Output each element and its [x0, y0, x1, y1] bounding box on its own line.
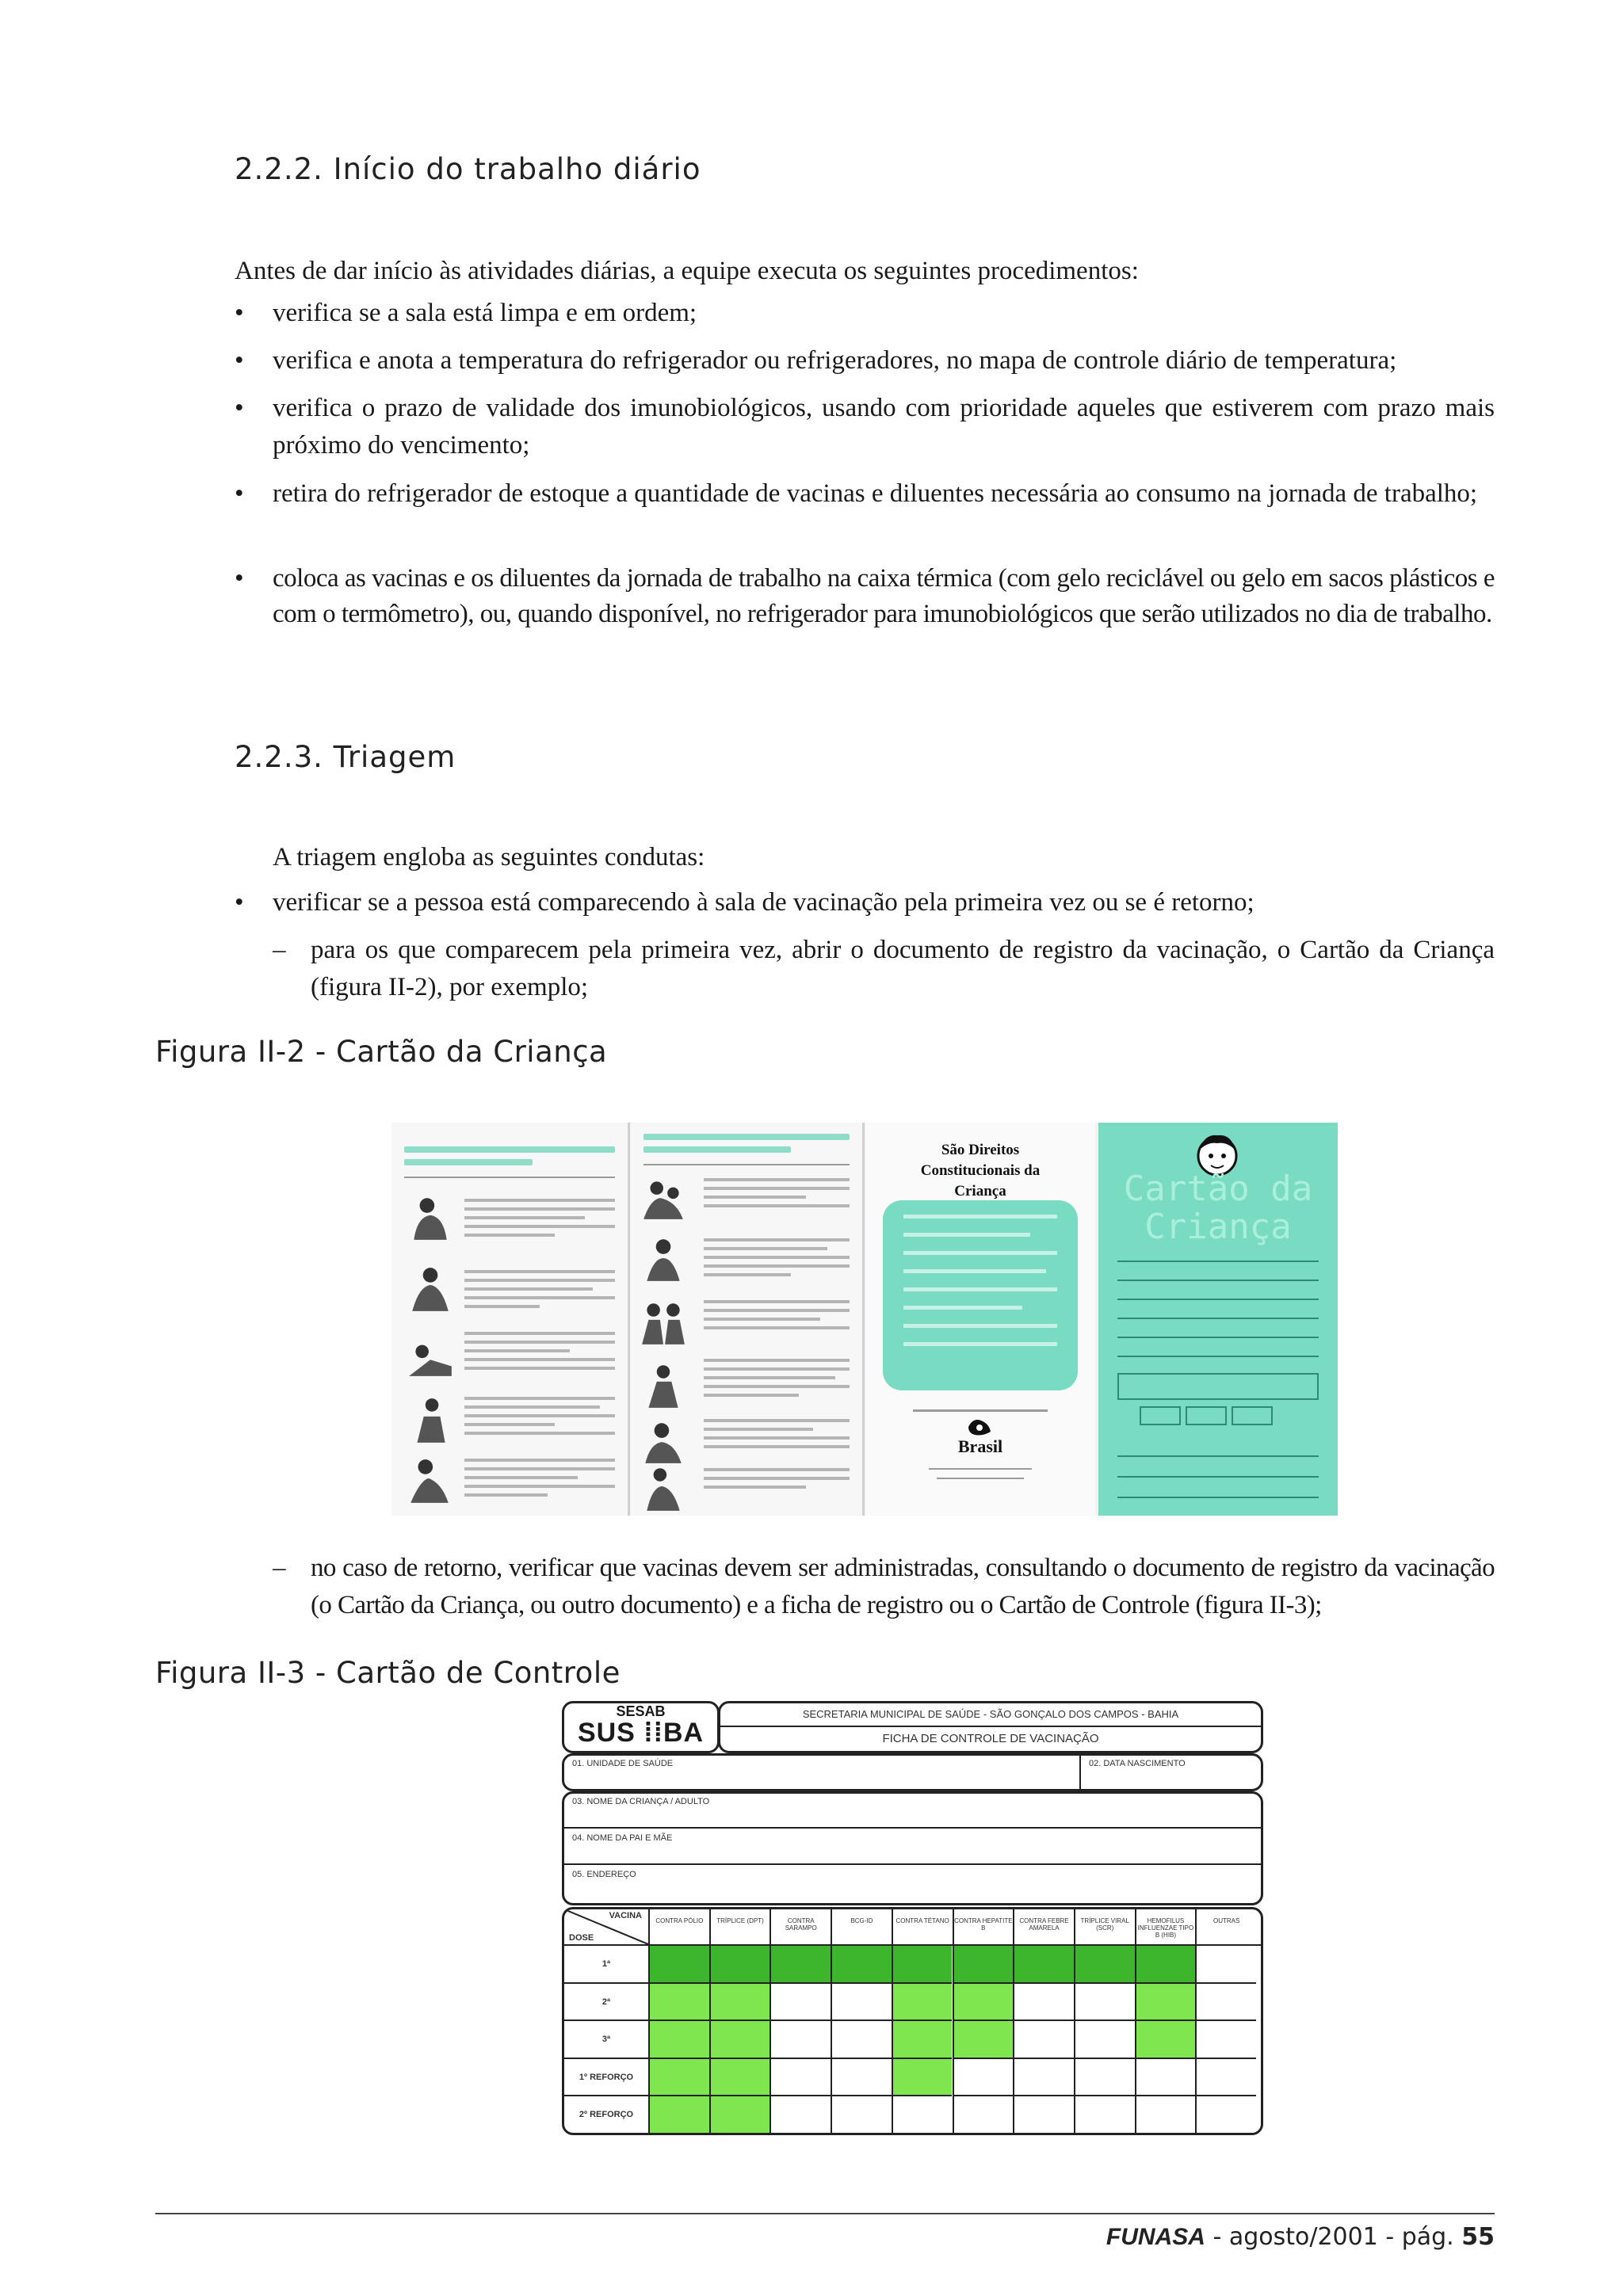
grid-cell [1135, 2095, 1196, 2133]
form-box [1232, 1406, 1273, 1425]
row-label: 3ª [564, 2019, 648, 2058]
form-field-line [1117, 1299, 1319, 1300]
text-lines [704, 1178, 850, 1213]
footer-divider [155, 2213, 1495, 2214]
column-header: CONTRA PÓLIO [648, 1909, 709, 1944]
form-field-line [1117, 1497, 1319, 1498]
grid-cell [709, 1944, 770, 1982]
grid-cell [769, 2058, 831, 2096]
grid-cell [953, 1982, 1014, 2020]
rights-box [883, 1200, 1078, 1390]
grid-cell [1013, 2095, 1074, 2133]
header-line-2: FICHA DE CONTROLE DE VACINAÇÃO [882, 1732, 1099, 1745]
grid-cell [831, 2095, 892, 2133]
column-header: CONTRA FEBRE AMARELA [1013, 1909, 1074, 1944]
grid-cell [1013, 1944, 1074, 1982]
grid-cell [1195, 2019, 1256, 2058]
grid-cell [648, 1982, 709, 2020]
list-item: • verifica e anota a temperatura do refrigerador ou refrigeradores, no mapa de controle diário de temperatura; [235, 346, 1397, 375]
figure-cartao-de-controle [555, 1701, 1261, 2137]
grid-cell [953, 2095, 1014, 2133]
grid-corner [564, 1909, 648, 1944]
logo-main-text: SUS ⁞⁞BA [577, 1718, 705, 1748]
intro-paragraph: Antes de dar início às atividades diárias, a equipe executa os seguintes procedimentos: [235, 257, 1139, 285]
grid-cell [1195, 2095, 1256, 2133]
text-lines [464, 1332, 615, 1375]
grid-cell [1074, 1982, 1135, 2020]
divider [564, 1863, 1261, 1865]
field-group [562, 1791, 1263, 1905]
figure-title: Figura II-3 - Cartão de Controle [155, 1656, 621, 1690]
header-line-1: SECRETARIA MUNICIPAL DE SAÚDE - SÃO GONÇALO DOS CAMPOS - BAHIA [802, 1708, 1179, 1720]
column-header: BCG-ID [831, 1909, 892, 1944]
field-label: 03. NOME DA CRIANÇA / ADULTO [572, 1797, 710, 1806]
text-lines [464, 1397, 615, 1440]
panel-title: São Direitos Constitucionais da Criança [920, 1142, 1041, 1199]
list-item: • verificar se a pessoa está comparecendo à sala de vacinação pela primeira vez ou se é retorno; [235, 888, 1254, 917]
text-lines [704, 1238, 850, 1282]
field-label: 05. ENDEREÇO [572, 1870, 636, 1879]
divider [720, 1726, 1261, 1727]
list-item: • verifica o prazo de validade dos imunobiológicos, usando com prioridade aqueles que estiverem com prazo mais próximo do vencimento; [235, 394, 1495, 460]
grid-cell [831, 2058, 892, 2096]
row-label: 2º REFORÇO [564, 2095, 648, 2133]
column-header: HEMOFILUS INFLUENZAE TIPO B (HIB) [1135, 1909, 1196, 1944]
column-header: CONTRA SARAMPO [769, 1909, 831, 1944]
card-panel-4 [1098, 1123, 1338, 1516]
child-illustration-icon [639, 1360, 688, 1409]
row-label: 1º REFORÇO [564, 2058, 648, 2096]
grid-cell [1074, 2019, 1135, 2058]
form-field-line [1117, 1476, 1319, 1478]
grid-cell [831, 1982, 892, 2020]
grid-cell [769, 1944, 831, 1982]
grid-cell [953, 2019, 1014, 2058]
dash-item: – para os que comparecem pela primeira vez, abrir o documento de registro da vacinação, o Cartão da Criança (figura II-2), por exemplo; [273, 936, 1495, 1001]
grid-cell [1074, 2095, 1135, 2133]
grid-cell [648, 2019, 709, 2058]
column-header: CONTRA TÉTANO [892, 1909, 953, 1944]
panel-header [643, 1134, 850, 1140]
section-heading-2-2-2: 2.2.2. Início do trabalho diário [235, 152, 701, 186]
form-field-line [1117, 1337, 1319, 1338]
text-lines [464, 1199, 615, 1242]
vacina-label: VACINA [609, 1911, 642, 1920]
child-illustration-icon [639, 1416, 688, 1465]
grid-cell [769, 1982, 831, 2020]
page-footer [1106, 2223, 1495, 2251]
footer-brand: FUNASA [1106, 2224, 1205, 2250]
form-box [1186, 1406, 1227, 1425]
grid-cell [953, 2058, 1014, 2096]
grid-cell [1195, 1944, 1256, 1982]
field-row [562, 1753, 1263, 1791]
child-illustration-icon [406, 1455, 455, 1505]
dose-label: DOSE [569, 1933, 594, 1943]
dash-item: – no caso de retorno, verificar que vacinas devem ser administradas, consultando o documento de registro da vacinação (o Cartão da Criança, ou outro documento) e a ficha de registro ou o Cartão de Controle (figura II-3); [273, 1554, 1495, 1619]
figure-title: Figura II-2 - Cartão da Criança [155, 1035, 608, 1069]
child-illustration-icon [406, 1330, 455, 1379]
grid-cell [953, 1944, 1014, 1982]
column-header: CONTRA HEPATITE B [953, 1909, 1014, 1944]
divider [929, 1468, 1032, 1470]
divider [913, 1409, 1048, 1412]
row-label: 2ª [564, 1982, 648, 2020]
field-label: 02. DATA NASCIMENTO [1089, 1759, 1186, 1768]
panel-header [643, 1146, 791, 1153]
footer-date: - agosto/2001 - pág. [1205, 2223, 1462, 2251]
divider [643, 1164, 850, 1165]
text-lines [704, 1419, 850, 1454]
grid-cell [892, 2095, 953, 2133]
grid-cell [1135, 2019, 1196, 2058]
column-header: TRÍPLICE VIRAL (SCR) [1074, 1909, 1135, 1944]
list-item: • verifica se a sala está limpa e em ordem; [235, 299, 697, 327]
form-field-line [1117, 1356, 1319, 1357]
column-header: TRÍPLICE (DPT) [709, 1909, 770, 1944]
grid-cell [892, 1982, 953, 2020]
grid-cell [892, 1944, 953, 1982]
grid-cell [1195, 2058, 1256, 2096]
intro-paragraph: A triagem engloba as seguintes condutas: [273, 843, 705, 871]
grid-cell [1074, 2058, 1135, 2096]
grid-cell [648, 1944, 709, 1982]
list-item: • coloca as vacinas e os diluentes da jornada de trabalho na caixa térmica (com gelo reciclável ou gelo em sacos plásticos e com o termômetro), ou, quando disponível, no refrigerador para imunobiológicos que serão utilizados no dia de trabalho. [235, 564, 1495, 628]
text-lines [704, 1359, 850, 1402]
field-label: 01. UNIDADE DE SAÚDE [572, 1759, 674, 1768]
child-illustration-icon [406, 1264, 455, 1313]
grid-cell [1013, 1982, 1074, 2020]
form-field-line [1117, 1318, 1319, 1319]
child-illustration-icon [639, 1463, 688, 1512]
grid-cell [831, 1944, 892, 1982]
column-header: OUTRAS [1195, 1909, 1256, 1944]
card-panel-3 [865, 1123, 1095, 1516]
form-header [718, 1701, 1263, 1753]
text-lines [464, 1459, 615, 1502]
grid-cell [709, 2019, 770, 2058]
panel-header [404, 1159, 533, 1165]
child-illustration-icon [639, 1234, 688, 1283]
form-field-line [1117, 1280, 1319, 1281]
card-panel-2 [631, 1123, 865, 1516]
child-illustration-icon [406, 1192, 455, 1241]
divider [564, 1827, 1261, 1829]
form-box [1140, 1406, 1181, 1425]
brasil-logo-text: Brasil [957, 1436, 1003, 1456]
logo-top-text: SESAB [616, 1703, 666, 1719]
grid-cell [769, 2019, 831, 2058]
grid-cell [1074, 1944, 1135, 1982]
grid-cell [709, 2058, 770, 2096]
form-field-line [1117, 1455, 1319, 1457]
grid-cell [1135, 2058, 1196, 2096]
vaccination-grid [562, 1907, 1263, 2135]
divider [1079, 1756, 1081, 1789]
grid-cell [709, 2095, 770, 2133]
child-illustration-icon [639, 1172, 688, 1221]
field-label: 04. NOME DA PAI E MÃE [572, 1833, 673, 1843]
grid-cell [831, 2019, 892, 2058]
child-illustration-icon [406, 1395, 455, 1444]
page-number: 55 [1461, 2223, 1495, 2251]
text-lines [704, 1468, 850, 1494]
grid-cell [892, 2058, 953, 2096]
form-box [1117, 1373, 1319, 1400]
brasil-logo-icon [965, 1416, 994, 1438]
grid-cell [1195, 1982, 1256, 2020]
figure-cartao-da-crianca [391, 1123, 1338, 1516]
grid-cell [892, 2019, 953, 2058]
form-field-line [1117, 1261, 1319, 1262]
grid-cell [709, 1982, 770, 2020]
child-illustration-icon [639, 1297, 688, 1346]
grid-cell [1135, 1982, 1196, 2020]
card-panel-1 [391, 1123, 630, 1516]
list-item: • retira do refrigerador de estoque a quantidade de vacinas e diluentes necessária ao consumo na jornada de trabalho; [235, 479, 1478, 508]
text-lines [704, 1300, 850, 1335]
grid-cell [1135, 1944, 1196, 1982]
grid-cell [769, 2095, 831, 2133]
divider [404, 1177, 615, 1178]
panel-header [404, 1146, 615, 1153]
section-heading-2-2-3: 2.2.3. Triagem [235, 740, 456, 774]
row-label: 1ª [564, 1944, 648, 1982]
grid-cell [648, 2058, 709, 2096]
grid-cell [1013, 2058, 1074, 2096]
divider [937, 1478, 1024, 1479]
grid-cell [648, 2095, 709, 2133]
card-title: Cartão da Criança [1123, 1169, 1313, 1247]
sus-ba-logo [562, 1701, 720, 1753]
text-lines [464, 1270, 615, 1314]
grid-cell [1013, 2019, 1074, 2058]
